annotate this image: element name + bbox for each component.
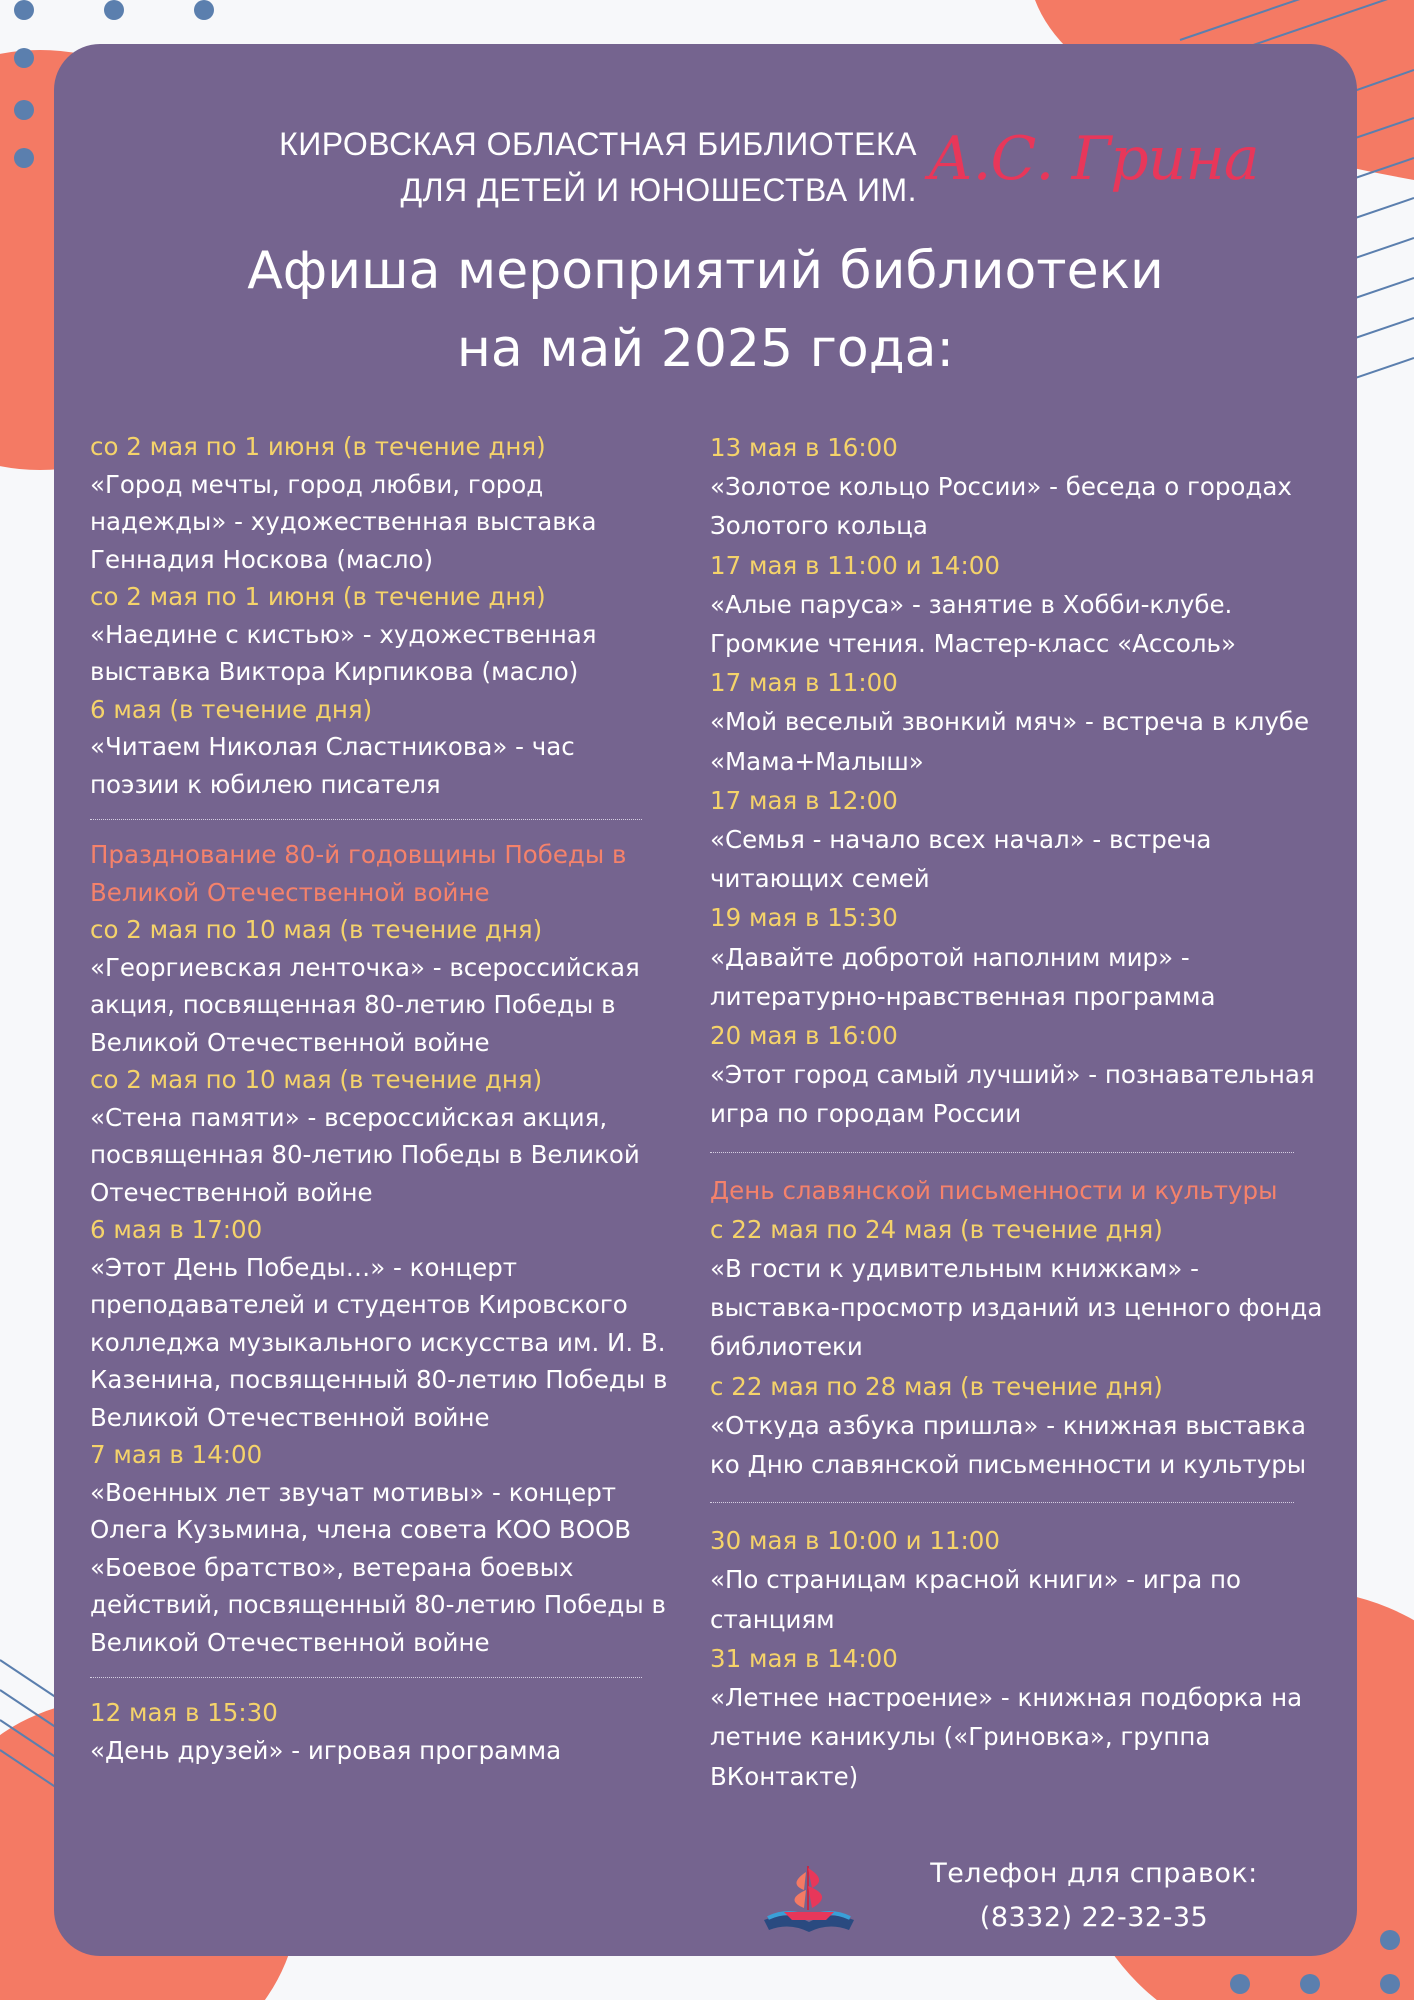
event-date: 19 мая в 15:30 [710,903,898,933]
event-description: «Военных лет звучат мотивы» - концерт Олега Кузьмина, члена совета КОО ВООВ «Боевое братство», ветерана боевых действий, посвященный 80-летию Победы в Великой Отечественной войне [90,1477,666,1657]
event-item [90,1436,670,1661]
event-description: «В гости к удивительным книжкам» - выставка-просмотр изданий из ценного фонда библиотеки [710,1254,1323,1362]
event-description: «Георгиевская ленточка» - всероссийская акция, посвященная 80-летию Победы в Великой Отечественной войне [90,952,640,1057]
event-date: 17 мая в 11:00 и 14:00 [710,550,1000,580]
right-column [710,428,1330,1796]
header [54,84,1357,234]
decor-dot [1300,1974,1320,1994]
decor-dot [14,0,34,20]
event-date: с 22 мая по 28 мая (в течение дня) [710,1371,1163,1401]
event-date: со 2 мая по 1 июня (в течение дня) [90,432,546,461]
left-column [90,428,670,1769]
event-description: «Летнее настроение» - книжная подборка на летние каникулы («Гриновка», группа ВКонтакте) [710,1683,1303,1791]
event-item [90,1211,670,1436]
event-description: «День друзей» - игровая программа [90,1735,562,1765]
event-description: «Золотое кольцо России» - беседа о городах Золотого кольца [710,472,1292,541]
poster-card [54,44,1357,1956]
event-date: 13 мая в 16:00 [710,433,898,462]
event-description: «Город мечты, город любви, город надежды» - художественная выставка Геннадия Носкова (масло) [90,469,597,574]
event-description: «Наедине с кистью» - художественная выставка Виктора Кирпикова (масло) [90,619,597,686]
event-date: 7 мая в 14:00 [90,1440,263,1469]
library-name-line2: ДЛЯ ДЕТЕЙ И ЮНОШЕСТВА ИМ. [400,172,917,208]
event-date: 30 мая в 10:00 и 11:00 [710,1526,1000,1556]
event-date: 6 мая в 17:00 [90,1215,263,1244]
decor-dot [104,0,124,20]
event-item [90,911,670,1061]
page-title [54,232,1357,388]
phone-number[interactable]: (8332) 22-32-35 [979,1902,1209,1933]
event-date: с 22 мая по 24 мая (в течение дня) [710,1214,1163,1244]
phone-label: Телефон для справок: [930,1858,1258,1889]
event-item [90,428,670,578]
decor-dot [14,148,34,168]
event-date: 6 мая (в течение дня) [90,694,373,724]
event-item [710,663,1330,781]
decor-dot [194,0,214,20]
dotted-divider [90,1677,642,1678]
event-item [710,1016,1330,1134]
decor-dot [1230,1974,1250,1994]
event-item [710,546,1330,664]
event-item [710,1367,1330,1485]
event-item [710,781,1330,899]
grin-signature: А.С. Грина [928,124,1259,194]
event-date: 20 мая в 16:00 [710,1021,898,1051]
title-line1: Афиша мероприятий библиотеки [247,241,1164,301]
event-date: 31 мая в 14:00 [710,1643,898,1673]
event-date: 17 мая в 11:00 [710,668,898,698]
footer [754,1852,1354,1952]
library-name-line1: КИРОВСКАЯ ОБЛАСТНАЯ БИБЛИОТЕКА [279,126,917,162]
decor-dot [1380,1930,1400,1950]
event-item [90,691,670,804]
event-date: 17 мая в 12:00 [710,785,898,815]
decor-dot [14,48,34,68]
event-item [710,1639,1330,1796]
section-title-victory: Празднование 80-й годовщины Победы в Великой Отечественной войне [90,840,627,907]
title-line2: на май 2025 года: [456,319,955,379]
event-item [710,1210,1330,1367]
event-item [710,898,1330,1016]
event-date: со 2 мая по 10 мая (в течение дня) [90,915,543,944]
event-description: «Этот День Победы…» - концерт преподавателей и студентов Кировского колледжа музыкального искусства им. И. В. Казенина, посвященный 80-летию Победы в Великой Отечественной войне [90,1252,668,1432]
event-item [710,428,1330,546]
dotted-divider [90,819,642,820]
event-description: «Читаем Николая Сластникова» - час поэзии к юбилею писателя [90,732,575,799]
event-date: со 2 мая по 10 мая (в течение дня) [90,1065,543,1094]
event-description: «Алые паруса» - занятие в Хобби-клубе. Громкие чтения. Мастер-класс «Ассоль» [710,589,1236,659]
decor-dot [14,100,34,120]
event-description: «Стена памяти» - всероссийская акция, посвященная 80-летию Победы в Великой Отечественной войне [90,1102,640,1207]
section-title-slavic: День славянской письменности и культуры [710,1175,1278,1205]
event-description: «По страницам красной книги» - игра по станциям [710,1565,1242,1634]
event-date: 12 мая в 15:30 [90,1698,278,1727]
event-description: «Мой веселый звонкий мяч» - встреча в клубе «Мама+Малыш» [710,707,1310,776]
dotted-divider [710,1152,1294,1153]
event-item [90,1061,670,1211]
event-description: «Давайте добротой наполним мир» - литературно-нравственная программа [710,942,1216,1011]
event-item [90,1694,670,1769]
event-description: «Этот город самый лучший» - познавательная игра по городам России [710,1060,1315,1129]
event-item [710,1521,1330,1639]
event-item [90,578,670,691]
dotted-divider [710,1502,1294,1503]
event-date: со 2 мая по 1 июня (в течение дня) [90,582,546,611]
event-description: «Семья - начало всех начал» - встреча читающих семей [710,825,1212,894]
ship-book-icon [754,1858,864,1940]
decor-dot [1380,1974,1400,1994]
event-description: «Откуда азбука пришла» - книжная выставка ко Дню славянской письменности и культуры [710,1410,1307,1480]
